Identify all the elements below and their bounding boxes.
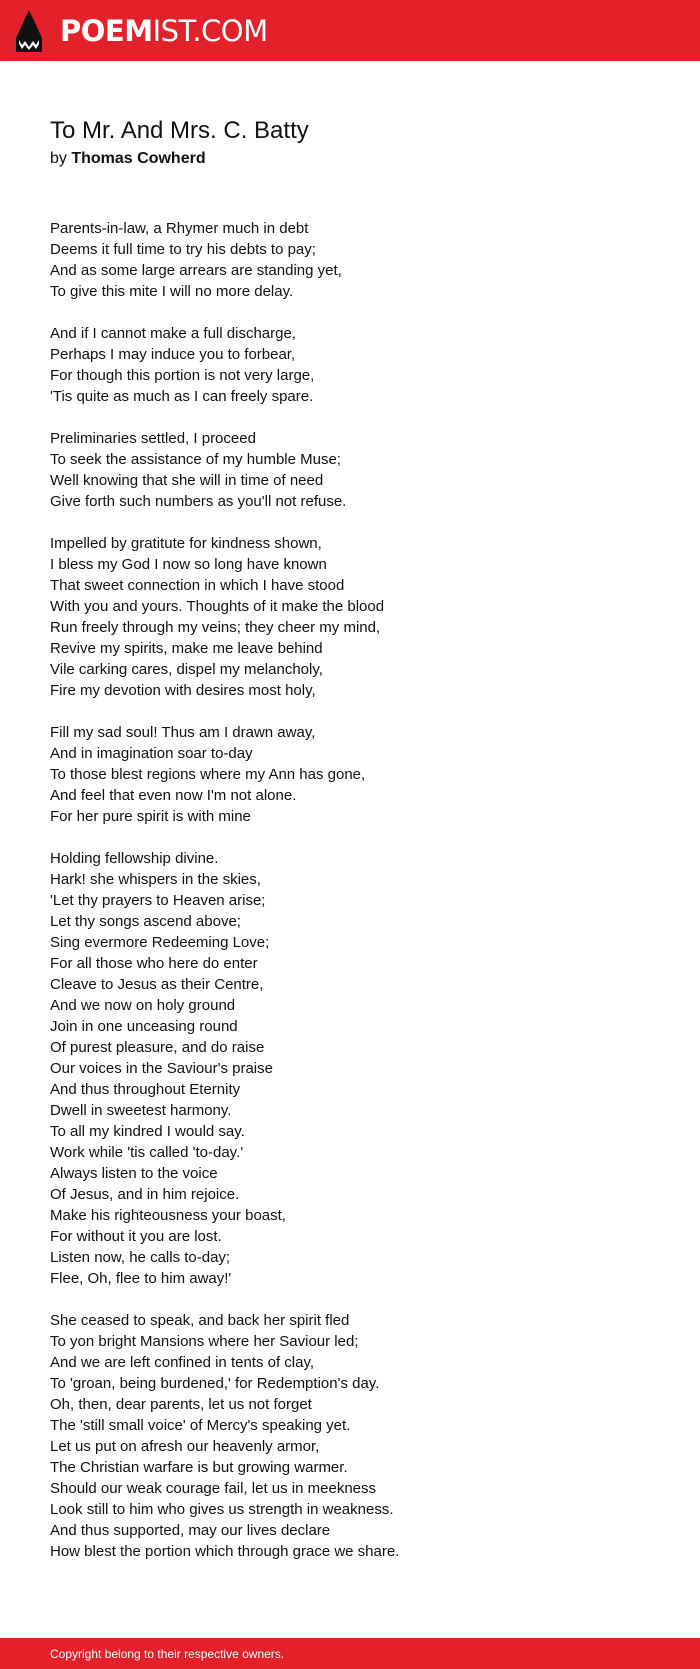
site-footer	[0, 1638, 700, 1669]
poem-line: To yon bright Mansions where her Saviour led;	[50, 1333, 359, 1350]
poem-line: Preliminaries settled, I proceed	[50, 430, 256, 447]
poem-line: To 'groan, being burdened,' for Redemption's day.	[50, 1375, 380, 1392]
site-logo-text	[60, 14, 268, 48]
poem-line: The Christian warfare is but growing warmer.	[50, 1459, 348, 1476]
poem-line: Hark! she whispers in the skies,	[50, 871, 261, 888]
pencil-icon	[16, 10, 42, 52]
poem-line: And feel that even now I'm not alone.	[50, 787, 297, 804]
poem-line: Let us put on afresh our heavenly armor,	[50, 1438, 320, 1455]
poem-line: Deems it full time to try his debts to pay;	[50, 241, 316, 258]
site-header	[0, 0, 700, 61]
poem-line: For though this portion is not very large,	[50, 367, 315, 384]
poem-line: For all those who here do enter	[50, 955, 258, 972]
poem-line: Make his righteousness your boast,	[50, 1207, 286, 1224]
poem-line: She ceased to speak, and back her spirit fled	[50, 1312, 350, 1329]
poem-stanza	[50, 848, 670, 1289]
poem-line: Impelled by gratitute for kindness shown,	[50, 535, 322, 552]
poem-line: To all my kindred I would say.	[50, 1123, 245, 1140]
poem-line: Sing evermore Redeeming Love;	[50, 934, 270, 951]
poem-line: Revive my spirits, make me leave behind	[50, 640, 323, 657]
poem-line: Well knowing that she will in time of need	[50, 472, 324, 489]
poem-line: And thus throughout Eternity	[50, 1081, 241, 1098]
site-logo-link[interactable]	[16, 10, 268, 52]
poem-line: I bless my God I now so long have known	[50, 556, 327, 573]
poem-line: Flee, Oh, flee to him away!'	[50, 1270, 232, 1287]
poem-line: 'Tis quite as much as I can freely spare.	[50, 388, 314, 405]
poem-body	[50, 218, 670, 1583]
poem-line: The 'still small voice' of Mercy's speaking yet.	[50, 1417, 351, 1434]
poem-line: Look still to him who gives us strength in weakness.	[50, 1501, 394, 1518]
poem-line: And in imagination soar to-day	[50, 745, 253, 762]
logo-text-light: IST.COM	[152, 14, 268, 48]
copyright-text: Copyright belong to their respective owners.	[50, 1647, 285, 1661]
poem-line: Run freely through my veins; they cheer my mind,	[50, 619, 381, 636]
poem-line: Perhaps I may induce you to forbear,	[50, 346, 296, 363]
by-label: by	[50, 150, 67, 167]
poem-line: Oh, then, dear parents, let us not forget	[50, 1396, 312, 1413]
author-name: Thomas Cowherd	[71, 150, 206, 167]
poem-line: With you and yours. Thoughts of it make the blood	[50, 598, 385, 615]
poem-line: And we are left confined in tents of clay,	[50, 1354, 315, 1371]
poem-title: To Mr. And Mrs. C. Batty	[50, 117, 309, 144]
poem-line: That sweet connection in which I have stood	[50, 577, 345, 594]
poem-line: Let thy songs ascend above;	[50, 913, 241, 930]
poem-line: And we now on holy ground	[50, 997, 236, 1014]
poem-line: Cleave to Jesus as their Centre,	[50, 976, 264, 993]
poem-stanza	[50, 722, 670, 827]
poem-line: Always listen to the voice	[50, 1165, 218, 1182]
poem-line: How blest the portion which through grace we share.	[50, 1543, 400, 1560]
poem-line: To seek the assistance of my humble Muse;	[50, 451, 341, 468]
poem-line: Our voices in the Saviour's praise	[50, 1060, 273, 1077]
poem-stanza	[50, 218, 670, 302]
poem-line: Fill my sad soul! Thus am I drawn away,	[50, 724, 316, 741]
poem-line: Give forth such numbers as you'll not refuse.	[50, 493, 347, 510]
poem-byline	[50, 149, 206, 169]
poem-line: Of purest pleasure, and do raise	[50, 1039, 265, 1056]
poem-line: For her pure spirit is with mine	[50, 808, 251, 825]
poem-line: Parents-in-law, a Rhymer much in debt	[50, 220, 309, 237]
logo-text-bold: POEM	[60, 14, 153, 48]
poem-line: Of Jesus, and in him rejoice.	[50, 1186, 240, 1203]
poem-line: And if I cannot make a full discharge,	[50, 325, 296, 342]
poem-stanza	[50, 323, 670, 407]
poem-line: Dwell in sweetest harmony.	[50, 1102, 232, 1119]
poem-line: Listen now, he calls to-day;	[50, 1249, 231, 1266]
poem-line: And as some large arrears are standing yet,	[50, 262, 342, 279]
poem-line: 'Let thy prayers to Heaven arise;	[50, 892, 266, 909]
poem-line: Vile carking cares, dispel my melancholy,	[50, 661, 323, 678]
poem-stanza	[50, 428, 670, 512]
poem-line: Join in one unceasing round	[50, 1018, 238, 1035]
poem-line: To give this mite I will no more delay.	[50, 283, 294, 300]
poem-stanza	[50, 1310, 670, 1562]
poem-line: And thus supported, may our lives declare	[50, 1522, 331, 1539]
poem-line: To those blest regions where my Ann has gone,	[50, 766, 366, 783]
poem-line: Should our weak courage fail, let us in meekness	[50, 1480, 377, 1497]
poem-line: For without it you are lost.	[50, 1228, 222, 1245]
poem-line: Work while 'tis called 'to-day.'	[50, 1144, 244, 1161]
poem-line: Fire my devotion with desires most holy,	[50, 682, 316, 699]
poem-line: Holding fellowship divine.	[50, 850, 219, 867]
poem-stanza	[50, 533, 670, 701]
